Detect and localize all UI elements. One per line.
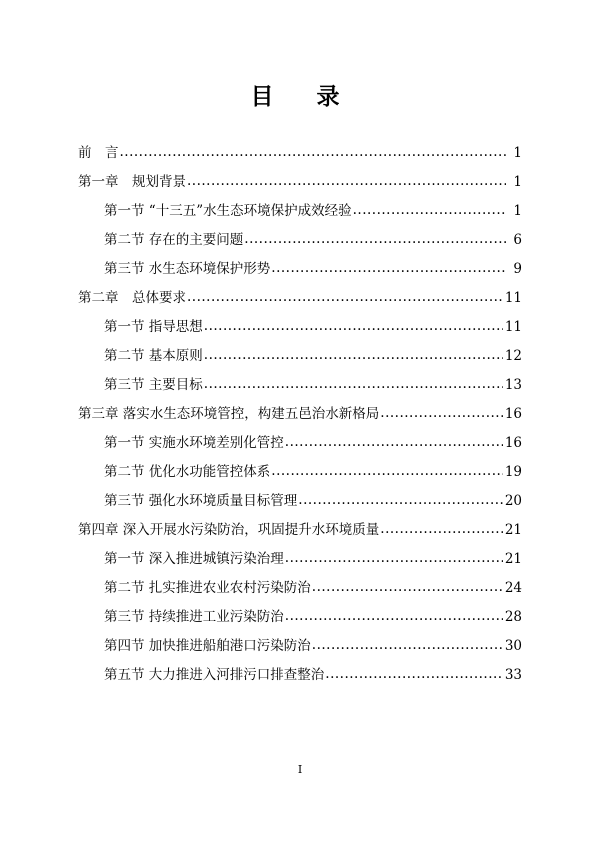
toc-entry[interactable] xyxy=(78,205,522,219)
toc-entry-label: 第五节 大力推进入河排污口排查整治 xyxy=(104,667,325,683)
toc-entry[interactable] xyxy=(78,379,522,393)
toc-leader-dots xyxy=(312,640,503,654)
toc-entry-page: 20 xyxy=(504,493,522,509)
toc-leader-dots xyxy=(285,437,503,451)
toc-leader-dots xyxy=(353,205,506,219)
toc-entry-label: 第二节 优化水功能管控体系 xyxy=(104,464,271,480)
toc-entry[interactable] xyxy=(78,292,522,306)
toc-leader-dots xyxy=(271,263,506,277)
toc-entry-label: 第二节 基本原则 xyxy=(104,348,203,364)
toc-leader-dots xyxy=(312,582,503,596)
toc-leader-dots xyxy=(380,524,503,538)
toc-leader-dots xyxy=(271,466,503,480)
toc-entry[interactable] xyxy=(78,437,522,451)
table-of-contents xyxy=(78,147,522,683)
toc-entry-page: 30 xyxy=(504,638,522,654)
toc-entry[interactable] xyxy=(78,524,522,538)
toc-entry[interactable] xyxy=(78,176,522,190)
page-title: 目 录 xyxy=(250,83,350,110)
toc-entry-page: 1 xyxy=(513,174,522,190)
toc-entry-page: 21 xyxy=(504,551,522,567)
toc-leader-dots xyxy=(204,379,503,393)
toc-entry-page: 21 xyxy=(504,522,522,538)
toc-entry-label: 第四节 加快推进船舶港口污染防治 xyxy=(104,638,311,654)
toc-leader-dots xyxy=(285,553,503,567)
toc-entry-page: 13 xyxy=(504,377,522,393)
toc-leader-dots xyxy=(187,176,506,190)
toc-entry[interactable] xyxy=(78,234,522,248)
toc-entry-label: 第三节 主要目标 xyxy=(104,377,203,393)
toc-leader-dots xyxy=(325,669,503,683)
toc-entry[interactable] xyxy=(78,263,522,277)
toc-entry[interactable] xyxy=(78,611,522,625)
toc-leader-dots xyxy=(120,147,507,161)
toc-leader-dots xyxy=(204,321,503,335)
toc-entry-label: 第二节 存在的主要问题 xyxy=(104,232,244,248)
toc-entry[interactable] xyxy=(78,495,522,509)
toc-entry-page: 16 xyxy=(504,406,522,422)
toc-entry[interactable] xyxy=(78,350,522,364)
toc-entry-label: 第三节 强化水环境质量目标管理 xyxy=(104,493,298,509)
toc-leader-dots xyxy=(204,350,503,364)
toc-entry-page: 12 xyxy=(504,348,522,364)
toc-leader-dots xyxy=(244,234,506,248)
toc-entry[interactable] xyxy=(78,147,522,161)
toc-entry-label: 第三节 水生态环境保护形势 xyxy=(104,261,271,277)
toc-entry-page: 16 xyxy=(504,435,522,451)
toc-entry-page: 6 xyxy=(513,232,522,248)
toc-entry-label: 第三节 持续推进工业污染防治 xyxy=(104,609,284,625)
toc-entry-page: 9 xyxy=(513,261,522,277)
toc-entry[interactable] xyxy=(78,640,522,654)
toc-entry-page: 33 xyxy=(504,667,522,683)
toc-entry[interactable] xyxy=(78,669,522,683)
toc-entry-label: 第一节 指导思想 xyxy=(104,319,203,335)
toc-entry-page: 19 xyxy=(504,464,522,480)
toc-entry-label: 第一节 深入推进城镇污染治理 xyxy=(104,551,284,567)
page-content xyxy=(78,0,522,848)
toc-entry-label: 第一节 “十三五”水生态环境保护成效经验 xyxy=(104,203,352,219)
toc-entry-label: 第二节 扎实推进农业农村污染防治 xyxy=(104,580,311,596)
toc-entry-label: 第一章 规划背景 xyxy=(78,174,186,190)
toc-entry[interactable] xyxy=(78,321,522,335)
toc-entry-page: 24 xyxy=(504,580,522,596)
toc-entry[interactable] xyxy=(78,408,522,422)
toc-entry-label: 第一节 实施水环境差别化管控 xyxy=(104,435,284,451)
toc-entry-label: 第二章 总体要求 xyxy=(78,290,186,306)
toc-entry[interactable] xyxy=(78,466,522,480)
toc-entry-page: 11 xyxy=(504,290,522,306)
toc-entry[interactable] xyxy=(78,582,522,596)
toc-leader-dots xyxy=(298,495,503,509)
toc-entry-page: 1 xyxy=(513,145,522,161)
toc-entry-label: 前 言 xyxy=(78,145,119,161)
toc-entry-page: 11 xyxy=(504,319,522,335)
footer-page-number: I xyxy=(297,763,303,776)
toc-entry-page: 28 xyxy=(504,609,522,625)
toc-leader-dots xyxy=(285,611,503,625)
toc-entry-label: 第四章 深入开展水污染防治，巩固提升水环境质量 xyxy=(78,522,380,538)
toc-leader-dots xyxy=(187,292,503,306)
toc-entry[interactable] xyxy=(78,553,522,567)
toc-leader-dots xyxy=(380,408,503,422)
toc-entry-page: 1 xyxy=(513,203,522,219)
toc-entry-label: 第三章 落实水生态环境管控，构建五邑治水新格局 xyxy=(78,406,380,422)
